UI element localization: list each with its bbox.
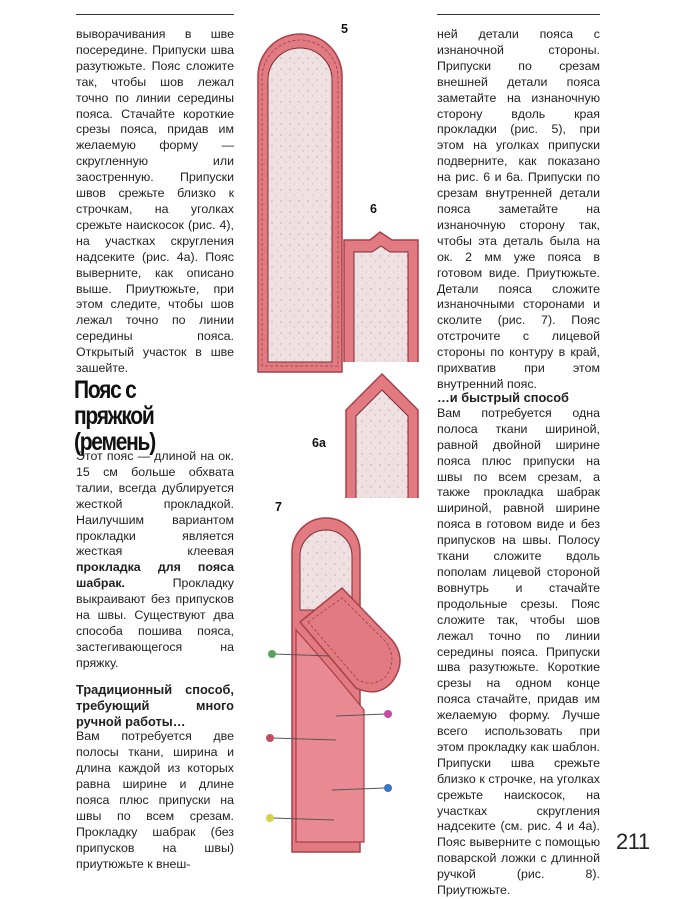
pin-head [266, 734, 274, 742]
left-top-paragraph: выворачивания в шве посередине. Припуски шва разутюжьте. Пояс сложите так, чтобы шов лежал точно по линии середины пояса. Стачайте короткие срезы пояса, придав им желаемую форму — скругленную или заостренную. Припуски швов срежьте близко к строчкам, на уголках срежьте наискосок (рис. 4), на участках скругления надсеките (рис. 4а). Пояс выверните, как описано выше. Приутюжьте, при этом следите, чтобы шов лежал точно по линии середины пояса. Открытый участок в шве зашейте. [76, 27, 234, 376]
pin-head [266, 814, 274, 822]
figure-6-label: 6 [370, 202, 377, 216]
figure-5-belt [258, 34, 342, 372]
pin-head [384, 710, 392, 718]
pin-head [268, 650, 276, 658]
figure-5-label: 5 [341, 22, 348, 36]
intro-text-end: Прокладку выкраивают без припусков на швы. Существуют два способа пошива пояса, застегивающегося на пряжку. [76, 576, 234, 670]
fast-method-subheading: …и быстрый способ [437, 390, 569, 405]
intro-text: Этот пояс — длиной на ок. 15 см больше обхвата талии, всегда дублируется жесткой прокладкой. Наилучшим вариантом прокладки является жесткая клеевая [76, 449, 234, 559]
intro-bold-term: прокладка для пояса шабрак. [76, 560, 234, 591]
figure-6-mitered-end [344, 232, 418, 362]
traditional-method-subheading: Традиционный способ, требующий много ручной работы… [76, 681, 234, 729]
right-top-paragraph: ней детали пояса с изнаночной стороны. Припуски по срезам внешней детали пояса заметайте на изнаночную сторону вдоль края прокладки (рис. 5), при этом на уголках припуски подверните, как показано на рис. 6 и 6а. Припуски по срезам внутренней детали пояса заметайте на изнаночную сторону так, чтобы эта деталь была на ок. 2 мм уже пояса в готовом виде. Приутюжьте. Детали пояса сложите изнаночными сторонами и сколите (рис. 7). Пояс отстрочите с лицевой стороны по контуру в край, прихватив при этом внутренний пояс. [437, 27, 600, 391]
figure-6a-pointed-end [346, 374, 418, 498]
traditional-method-body: Вам потребуется две полосы ткани, ширина и длина каждой из которых равна ширине и длине пояса плюс припуски на швы по всем срезам. Прокладку шабрак (без припусков на швы) приутюжьте к внеш- [76, 729, 234, 871]
figure-7-pinned-belt [266, 518, 400, 852]
fast-method-body: Вам потребуется одна полоса ткани шириной, равной двойной ширине пояса плюс припуски на швы по всем срезам, а также прокладка шабрак шириной, равной ширине пояса в готовом виде и без припусков на швы. Полосу ткани сложите вдоль пополам лицевой стороной вовнутрь и стачайте продольные срезы. Пояс сложите так, чтобы шов лежал точно по линии середины пояса. Припуски шва разутюжьте. Короткие срезы на одном конце пояса стачайте, придав им желаемую форму. Лучше всего использовать при этом прокладку как шаблон. Припуски шва срежьте близко к строчке, на уголках срежьте наискосок, на участках скругления надсеките (см. рис. 4 и 4а). Пояс выверните с помощью поварской ложки с длинной ручкой (рис. 8). Приутюжьте. [437, 405, 600, 898]
figure-6a-label: 6а [312, 436, 326, 450]
pin-head [384, 784, 392, 792]
figure-7-label: 7 [275, 500, 282, 514]
section-heading: Пояс с пряжкой (ремень) [74, 376, 155, 456]
page-number: 211 [616, 829, 650, 854]
